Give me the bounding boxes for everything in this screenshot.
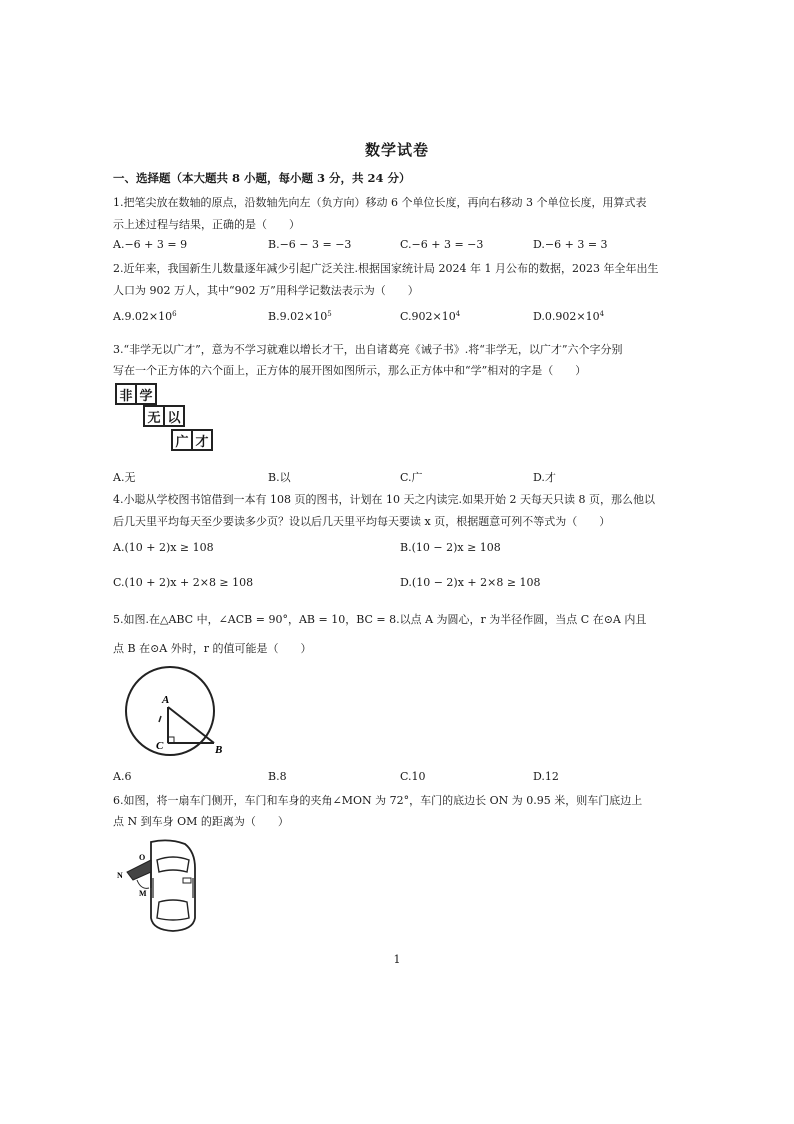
label-b: B: [215, 744, 223, 756]
page-number: 1: [393, 953, 401, 966]
q4-option-a: A.(10 + 2)x ≥ 108: [113, 541, 214, 554]
q1-option-a: A.−6 + 3 = 9: [113, 238, 188, 251]
q2-text-line1: 2.近年来，我国新生儿数量逐年减少引起广泛关注.根据国家统计局 2024 年 1 月公布的数据，2023 年全年出生: [113, 262, 659, 275]
q4-option-c: C.(10 + 2)x + 2×8 ≥ 108: [113, 576, 254, 589]
section-heading: 一、选择题（本大题共 8 小题，每小题 3 分，共 24 分）: [113, 171, 411, 185]
net-cell-cai: 才: [191, 429, 213, 451]
label-m: M: [139, 889, 147, 898]
q6-text-line1: 6.如图，将一扇车门侧开，车门和车身的夹角∠MON 为 72°，车门的底边长 ON 为 0.95 米，则车门底边上: [113, 794, 643, 807]
q6-text-line2: 点 N 到车身 OM 的距离为（ ）: [113, 815, 289, 828]
radius-dash: [159, 716, 161, 722]
q2-option-b: $B.9.02\times 10^5$: [268, 310, 332, 323]
car-windshield: [157, 857, 189, 872]
q4-option-b: B.(10 − 2)x ≥ 108: [400, 541, 501, 554]
car-mirror: [183, 878, 191, 883]
q3-text-line2: 写在一个正方体的六个面上，正方体的展开图如图所示，那么正方体中和“学”相对的字是（ ）: [113, 364, 587, 377]
car-rear-window: [157, 900, 189, 920]
angle-arc: [137, 880, 149, 888]
q1-option-c: C.−6 + 3 = −3: [400, 238, 484, 251]
q1-text-line1: 1.把笔尖放在数轴的原点，沿数轴先向左（负方向）移动 6 个单位长度，再向右移动 3 个单位长度，用算式表: [113, 196, 647, 209]
q3-option-b: B.以: [268, 471, 291, 484]
q1-option-b: B.−6 − 3 = −3: [268, 238, 352, 251]
net-cell-xue: 学: [135, 383, 157, 405]
car-door-figure: [113, 838, 201, 934]
q4-text-line2: 后几天里平均每天至少要读多少页？设以后几天里平均每天要读 x 页，根据题意可列不等式为（ ）: [113, 515, 611, 528]
net-cell-fei: 非: [115, 383, 137, 405]
q4-text-line1: 4.小聪从学校图书馆借到一本有 108 页的图书，计划在 10 天之内读完.如果开始 2 天每天只读 8 页，那么他以: [113, 493, 655, 506]
car-door: [127, 860, 151, 880]
q5-option-a: A.6: [113, 770, 132, 783]
q2-option-a: $A.9.02\times 10^6$: [113, 310, 177, 323]
net-cell-wu: 无: [143, 405, 165, 427]
q2-option-d: $D.0.902\times 10^4$: [533, 310, 605, 323]
label-o: O: [139, 853, 146, 862]
q4-option-d: D.(10 − 2)x + 2×8 ≥ 108: [400, 576, 541, 589]
q5-option-b: B.8: [268, 770, 287, 783]
label-a: A: [162, 694, 170, 706]
q2-text-line2: 人口为 902 万人，其中“902 万”用科学记数法表示为（ ）: [113, 284, 419, 297]
label-c: C: [156, 740, 164, 752]
q3-option-d: D.才: [533, 471, 556, 484]
segment-ab: [168, 707, 214, 743]
q1-text-line2: 示上述过程与结果，正确的是（ ）: [113, 218, 300, 231]
q5-text-line2: 点 B 在⊙A 外时，r 的值可能是（ ）: [113, 642, 312, 655]
q3-option-a: A.无: [113, 471, 136, 484]
q2-option-c: $C.902\times 10^4$: [400, 310, 461, 323]
circle-a: [126, 667, 214, 755]
label-n: N: [117, 871, 123, 880]
q3-option-c: C.广: [400, 471, 423, 484]
q3-text-line1: 3.“非学无以广才”，意为不学习就难以增长才干，出自诸葛亮《诫子书》.将“非学无，以广才”六个字分别: [113, 343, 623, 356]
net-cell-yi: 以: [163, 405, 185, 427]
net-cell-guang: 广: [171, 429, 193, 451]
q5-option-c: C.10: [400, 770, 426, 783]
q1-option-d: D.−6 + 3 = 3: [533, 238, 608, 251]
page-title: 数学试卷: [364, 141, 429, 159]
q5-option-d: D.12: [533, 770, 559, 783]
circle-triangle-figure: [118, 663, 230, 763]
q5-text-line1: 5.如图.在△ABC 中，∠ACB = 90°，AB = 10，BC = 8.以点 A 为圆心，r 为半径作圆，当点 C 在⊙A 内且: [113, 613, 647, 626]
